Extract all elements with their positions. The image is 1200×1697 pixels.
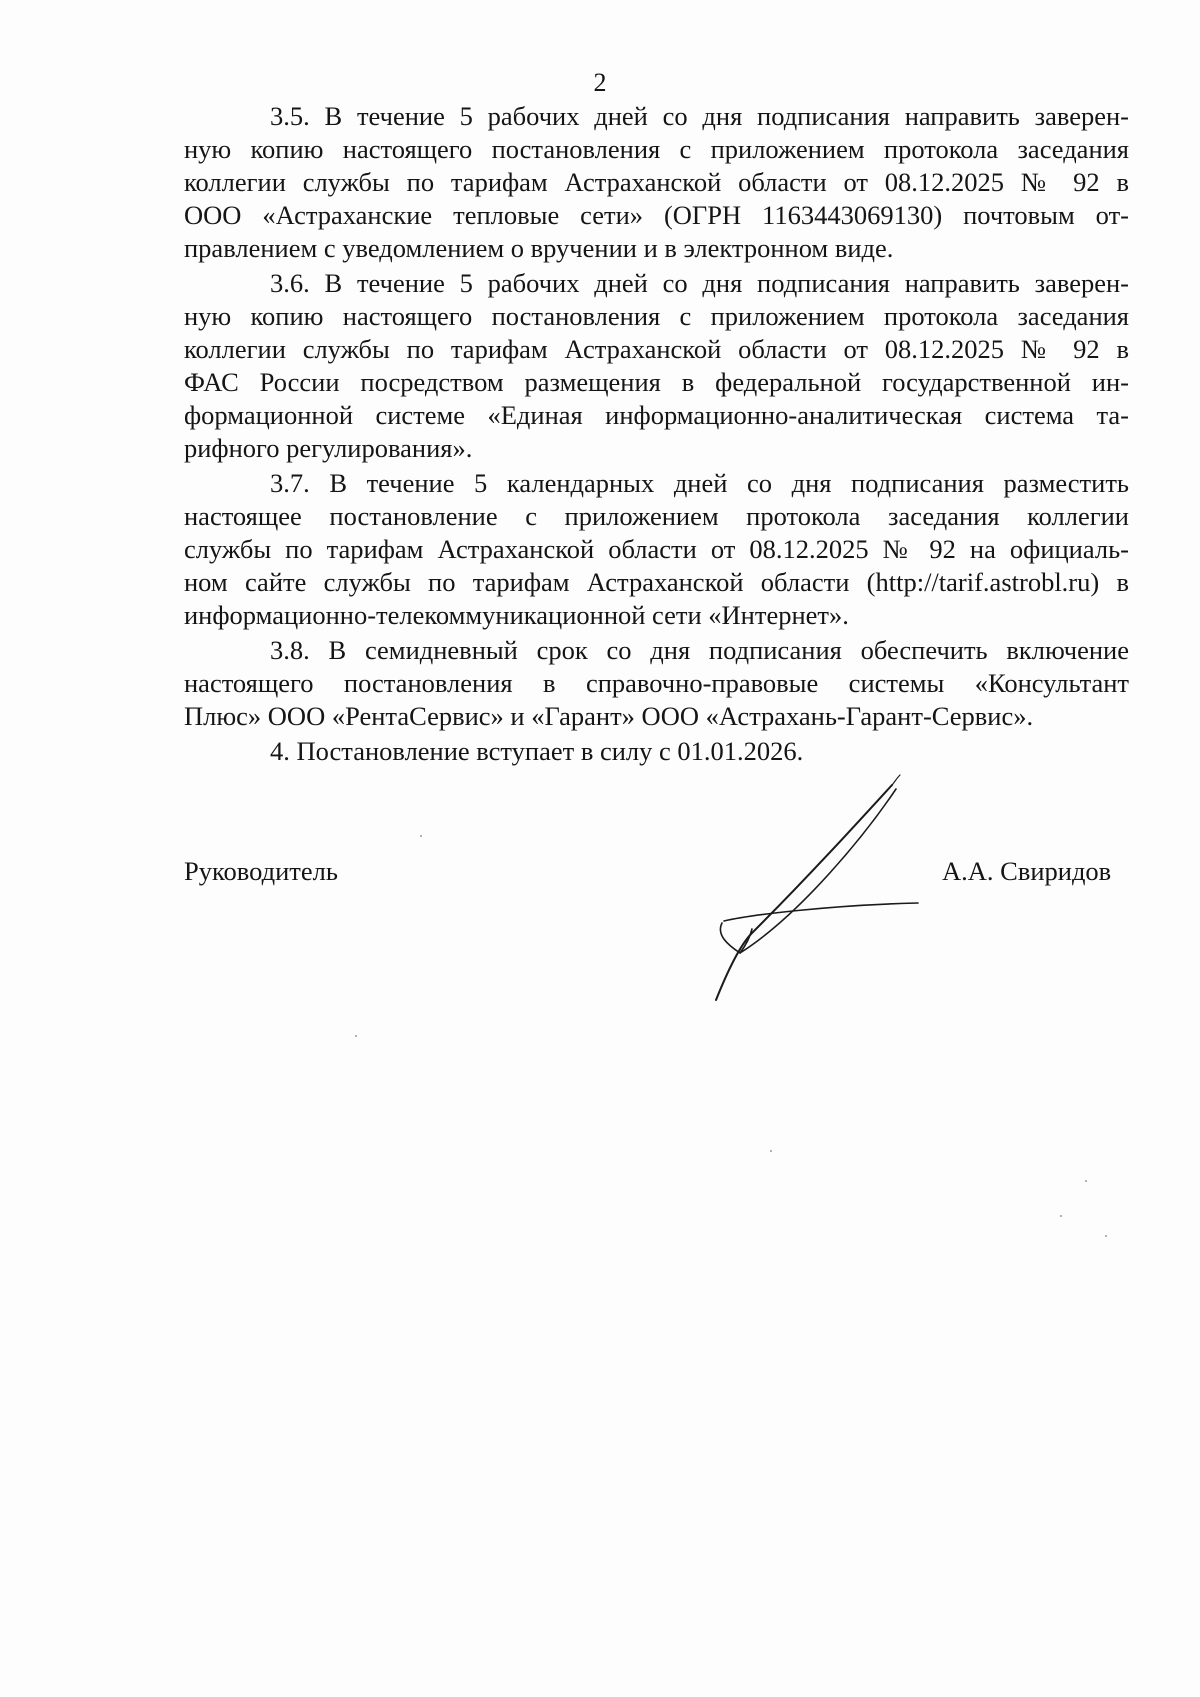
handwritten-signature [660, 765, 920, 1005]
scan-speck [1060, 1215, 1062, 1217]
text-line: 3.5. В течение 5 рабочих дней со дня подписания направить заверен- [270, 101, 1129, 131]
text-line: Плюс» ООО «РентаСервис» и «Гарант» ООО «Астрахань-Гарант-Сервис». [184, 701, 1034, 731]
scan-speck [1085, 1180, 1087, 1182]
scan-speck [770, 1150, 772, 1152]
text-line: настоящего постановления в справочно-правовые системы «Консультант [184, 668, 1129, 698]
text-line: ном сайте службы по тарифам Астраханской области (http://tarif.astrobl.ru) в [184, 567, 1129, 597]
scan-speck [420, 835, 422, 837]
text-line: информационно-телекоммуникационной сети «Интернет». [184, 600, 849, 630]
text-line: 4. Постановление вступает в силу с 01.01.2026. [270, 736, 804, 766]
text-line: ООО «Астраханские тепловые сети» (ОГРН 1163443069130) почтовым от- [184, 200, 1129, 230]
text-line: формационной системе «Единая информационно-аналитическая система та- [184, 400, 1129, 430]
scan-speck [355, 1035, 357, 1037]
text-line: ную копию настоящего постановления с приложением протокола заседания [184, 134, 1129, 164]
text-line: ФАС России посредством размещения в федеральной государственной ин- [184, 367, 1129, 397]
signatory-name: А.А. Свиридов [942, 856, 1112, 886]
text-line: настоящее постановление с приложением протокола заседания коллегии [184, 501, 1129, 531]
page-number: 2 [593, 68, 607, 97]
text-line: 3.7. В течение 5 календарных дней со дня подписания разместить [270, 468, 1129, 498]
text-line: коллегии службы по тарифам Астраханской области от 08.12.2025 № 92 в [184, 334, 1129, 364]
text-line: 3.8. В семидневный срок со дня подписания обеспечить включение [270, 635, 1129, 665]
text-line: коллегии службы по тарифам Астраханской области от 08.12.2025 № 92 в [184, 167, 1129, 197]
text-line: службы по тарифам Астраханской области от 08.12.2025 № 92 на официаль- [184, 534, 1129, 564]
text-line: рифного регулирования». [184, 433, 473, 463]
text-line: правлением с уведомлением о вручении и в электронном виде. [184, 233, 894, 263]
scan-speck [1105, 1235, 1107, 1237]
text-line: 3.6. В течение 5 рабочих дней со дня подписания направить заверен- [270, 268, 1129, 298]
text-line: ную копию настоящего постановления с приложением протокола заседания [184, 301, 1129, 331]
signatory-title: Руководитель [184, 856, 338, 886]
